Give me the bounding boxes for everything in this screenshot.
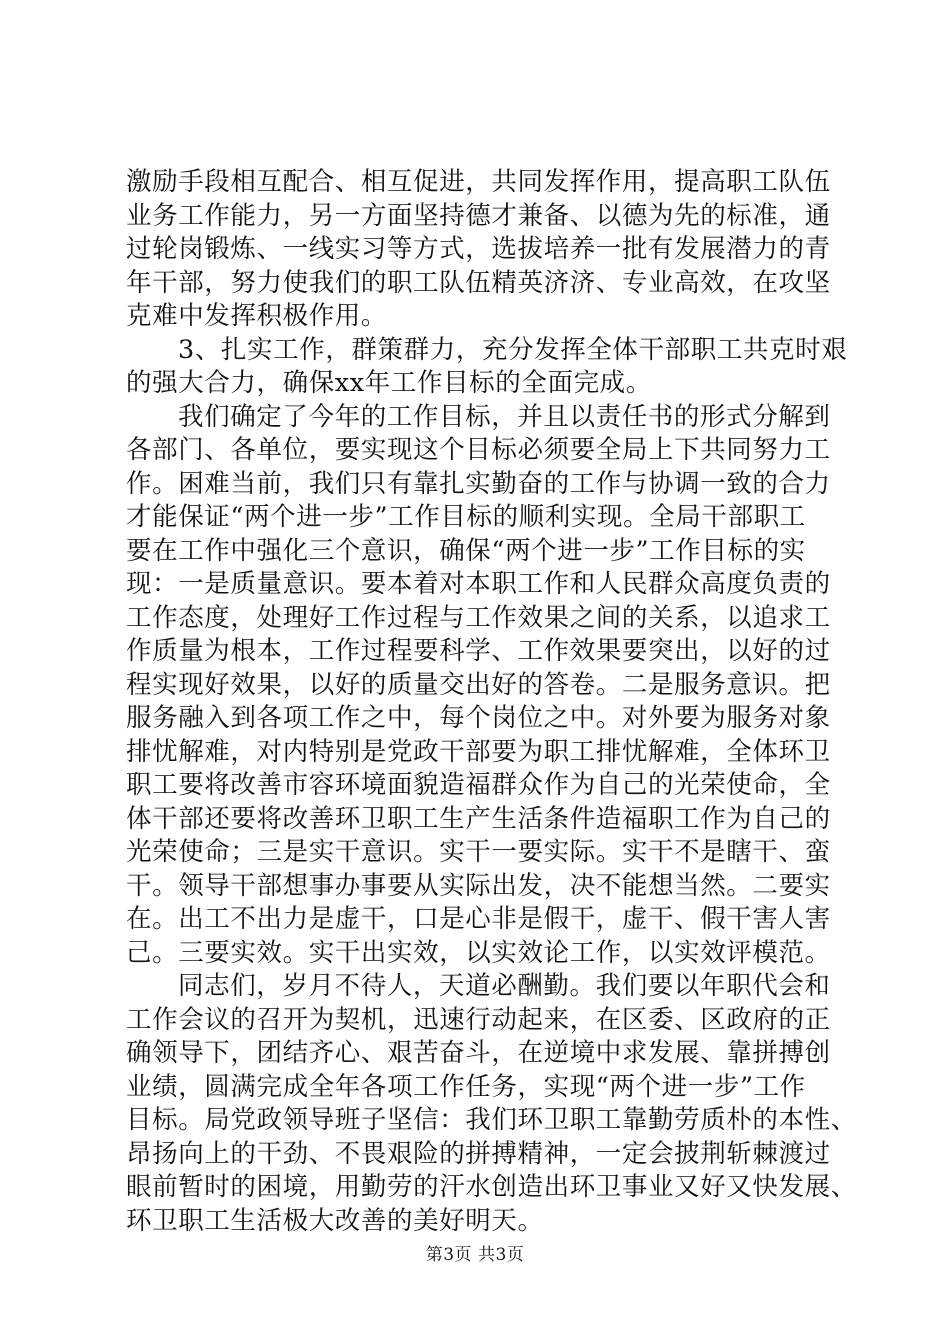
text-line: 程实现好效果，以好的质量交出好的答卷。二是服务意识。把	[126, 669, 831, 700]
text-line: 作质量为根本，工作过程要科学、工作效果要突出，以好的过	[126, 636, 831, 666]
text-line: 要在工作中强化三个意识，确保“两个进一步”工作目标的实	[126, 535, 806, 566]
text-line: 目标。局党政领导班子坚信：我们环卫职工靠勤劳质朴的本性、	[126, 1105, 857, 1135]
text-line: 光荣使命；三是实干意识。实干一要实际。实干不是瞎干、蛮	[126, 837, 831, 867]
text-line: 确领导下，团结齐心、艰苦奋斗，在逆境中求发展、靠拼搏创	[126, 1038, 831, 1068]
paragraph-start-line: 3、扎实工作，群策群力，充分发挥全体干部职工共克时艰	[178, 334, 848, 365]
text-line: 业绩，圆满完成全年各项工作任务，实现“两个进一步”工作	[126, 1071, 806, 1102]
text-line: 职工要将改善市容环境面貌造福群众作为自己的光荣使命，全	[126, 770, 831, 800]
text-line: 在。出工不出力是虚干，口是心非是假干，虚干、假干害人害	[126, 904, 831, 934]
page-number-footer: 第3页 共3页	[425, 1245, 525, 1265]
text-line: 干。领导干部想事办事要从实际出发，决不能想当然。二要实	[126, 870, 831, 901]
text-line: 激励手段相互配合、相互促进，共同发挥作用，提高职工队伍	[126, 167, 831, 197]
text-line: 现：一是质量意识。要本着对本职工作和人民群众高度负责的	[126, 569, 831, 599]
paragraph-start-line: 同志们，岁月不待人，天道必酬勤。我们要以年职代会和	[178, 971, 831, 1001]
text-line: 体干部还要将改善环卫职工生产生活条件造福职工作为自己的	[126, 803, 831, 834]
text-line: 年干部，努力使我们的职工队伍精英济济、专业高效，在攻坚	[126, 267, 831, 298]
paragraph-start-line: 我们确定了今年的工作目标，并且以责任书的形式分解到	[178, 401, 831, 432]
text-line: 过轮岗锻炼、一线实习等方式，选拔培养一批有发展潜力的青	[126, 234, 831, 264]
text-line: 环卫职工生活极大改善的美好明天。	[126, 1205, 544, 1236]
text-line: 业务工作能力，另一方面坚持德才兼备、以德为先的标准，通	[126, 200, 831, 231]
document-body	[126, 166, 857, 1238]
text-line: 各部门、各单位，要实现这个目标必须要全局上下共同努力工	[126, 435, 831, 465]
text-line: 己。三要实效。实干出实效，以实效论工作，以实效评模范。	[126, 937, 831, 968]
text-line: 克难中发挥积极作用。	[126, 301, 388, 331]
text-line: 服务融入到各项工作之中，每个岗位之中。对外要为服务对象	[126, 703, 831, 733]
text-line: 的强大合力，确保xx年工作目标的全面完成。	[126, 368, 652, 398]
text-line: 工作会议的召开为契机，迅速行动起来，在区委、区政府的正	[126, 1004, 831, 1035]
text-line: 排忧解难，对内特别是党政干部要为职工排忧解难，全体环卫	[126, 736, 831, 767]
text-line: 工作态度，处理好工作过程与工作效果之间的关系，以追求工	[126, 602, 831, 633]
text-line: 作。困难当前，我们只有靠扎实勤奋的工作与协调一致的合力	[126, 468, 831, 499]
text-line: 昂扬向上的干劲、不畏艰险的拼搏精神，一定会披荆斩棘渡过	[126, 1138, 831, 1169]
text-line: 才能保证“两个进一步”工作目标的顺利实现。全局干部职工	[126, 502, 806, 532]
text-line: 眼前暂时的困境，用勤劳的汗水创造出环卫事业又好又快发展、	[126, 1172, 857, 1202]
